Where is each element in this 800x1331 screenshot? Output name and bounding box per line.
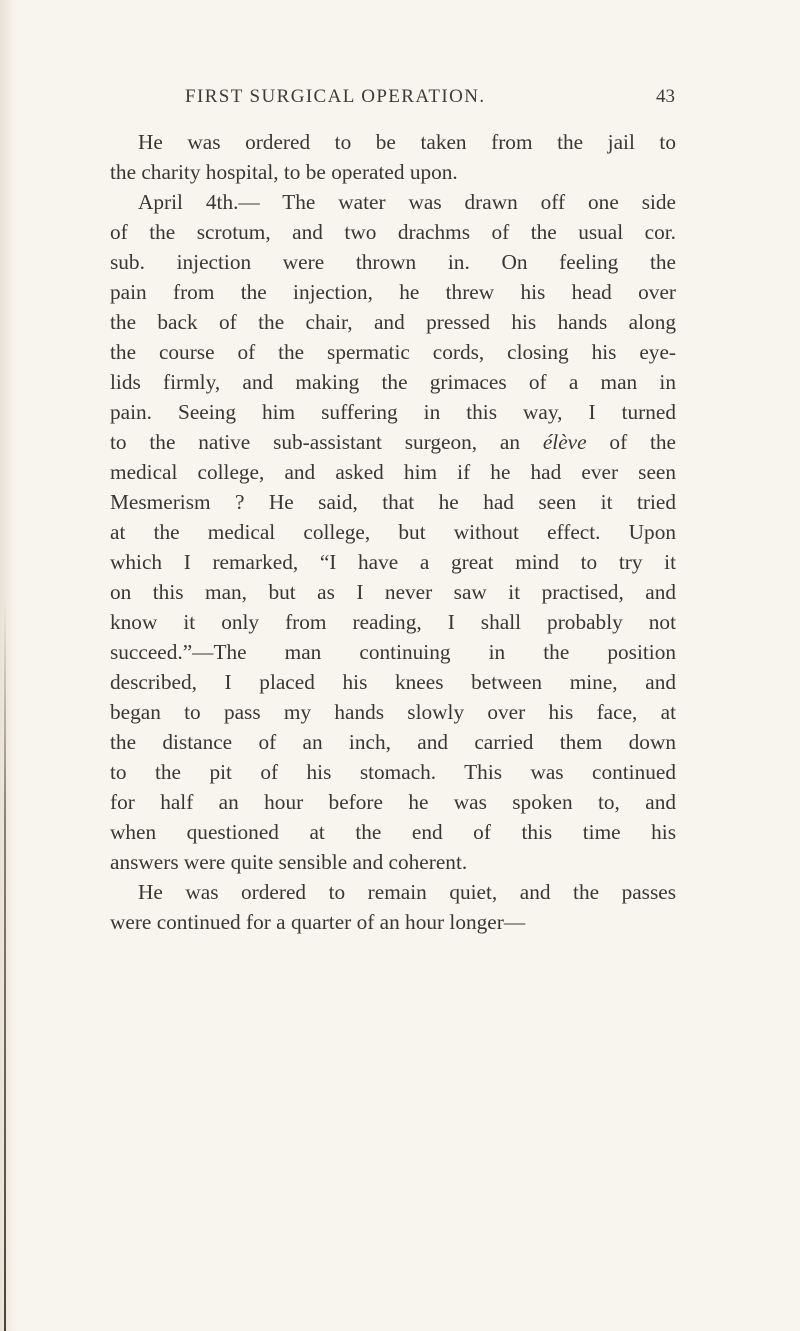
text-line: sub. injection were thrown in. On feeling the — [110, 250, 676, 274]
text-line: the back of the chair, and pressed his hands along — [110, 310, 676, 334]
text-line: for half an hour before he was spoken to, and — [110, 790, 676, 814]
text-line: were continued for a quarter of an hour longer— — [110, 910, 526, 934]
text-line: on this man, but as I never saw it practised, and — [110, 580, 676, 604]
text-line: succeed.”—The man continuing in the position — [110, 640, 676, 664]
text-line: began to pass my hands slowly over his face, at — [110, 700, 676, 724]
body-text — [110, 127, 676, 937]
text-line: He was ordered to remain quiet, and the passes — [138, 880, 676, 904]
text-line: medical college, and asked him if he had ever seen — [110, 460, 676, 484]
text-line: at the medical college, but without effect. Upon — [110, 520, 676, 544]
page-number: 43 — [656, 86, 675, 107]
gutter-shadow — [0, 0, 18, 1331]
text-line: April 4th.— The water was drawn off one side — [138, 190, 676, 214]
text-line: the course of the spermatic cords, closing his eye- — [110, 340, 676, 364]
text-fragment: to the native sub-assistant surgeon, an — [110, 430, 521, 454]
text-line: which I remarked, “I have a great mind to try it — [110, 550, 676, 574]
italic-word: élève — [542, 430, 587, 454]
running-title: FIRST SURGICAL OPERATION. — [185, 86, 486, 107]
text-line: the charity hospital, to be operated upon. — [110, 160, 458, 184]
text-line: Mesmerism ? He said, that he had seen it tried — [110, 490, 676, 514]
text-line: of the scrotum, and two drachms of the usual cor. — [110, 220, 676, 244]
text-line: described, I placed his knees between mine, and — [110, 670, 676, 694]
text-line: when questioned at the end of this time his — [110, 820, 676, 844]
text-line: pain. Seeing him suffering in this way, I turned — [110, 400, 676, 424]
binding-edge — [4, 600, 6, 1331]
text-line: He was ordered to be taken from the jail to — [138, 130, 676, 154]
text-fragment: of the — [609, 430, 676, 454]
text-line: answers were quite sensible and coherent. — [110, 850, 468, 874]
text-line: the distance of an inch, and carried them down — [110, 730, 676, 754]
text-line: pain from the injection, he threw his head over — [110, 280, 676, 304]
text-line: lids firmly, and making the grimaces of a man in — [110, 370, 676, 394]
text-line: to the pit of his stomach. This was continued — [110, 760, 676, 784]
text-line: know it only from reading, I shall probably not — [110, 610, 676, 634]
running-head — [185, 86, 675, 116]
text-line — [110, 427, 676, 457]
